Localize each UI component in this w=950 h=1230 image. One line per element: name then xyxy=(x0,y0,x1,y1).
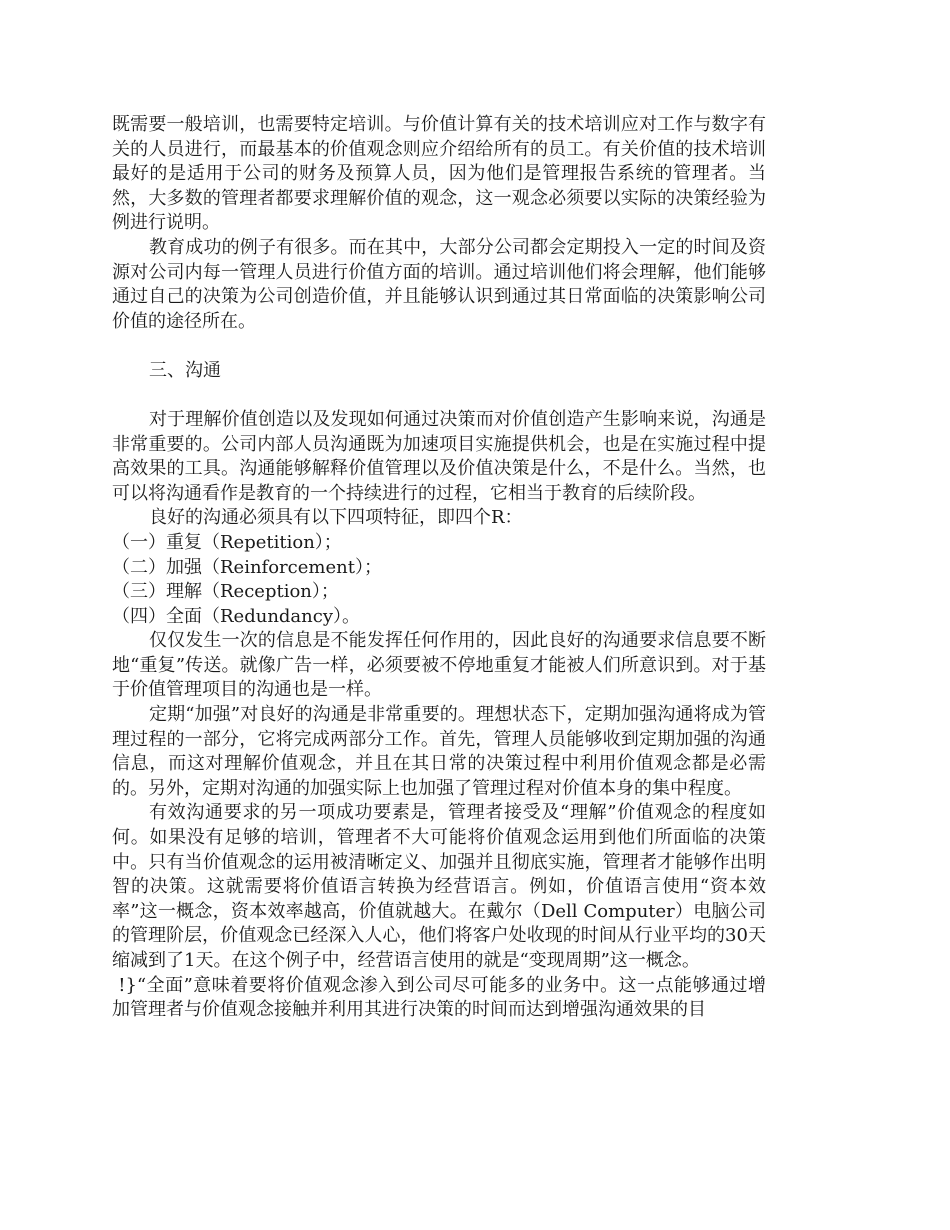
stray-mark: !} xyxy=(118,974,137,996)
paragraph-four-r-intro: 良好的沟通必须具有以下四项特征，即四个R： xyxy=(149,507,523,529)
section-heading-communication: 三、沟通 xyxy=(149,360,221,382)
paragraph-reception: 有效沟通要求的另一项成功要素是，管理者接受及“理解”价值观念的程度如何。如果没有足够的培训，管理者不大可能将价值观念运用到他们所面临的决策中。只有当价值观念的运用被清晰定义、加强并且彻底实施，管理者才能够作出明智的决策。这就需要将价值语言转换为经营语言。例如，价值语言使用“资本效率”这一概念，资本效率越高，价值就越大。在戴尔（Dell Computer）电脑公司的管理阶层，价值观念已经深入人心，他们将客户处收现的时间从行业平均的30天缩减到了1天。在这个例子中，经营语言使用的就是“变现周期”这一概念。 xyxy=(112,802,766,971)
document-page xyxy=(112,113,766,1023)
paragraph-education-examples: 教育成功的例子有很多。而在其中，大部分公司都会定期投入一定的时间及资源对公司内每一管理人员进行价值方面的培训。通过培训他们将会理解，他们能够通过自己的决策为公司创造价值，并且能够认识到通过其日常面临的决策影响公司价值的途径所在。 xyxy=(112,236,766,332)
list-item-reinforcement: （二）加强（Reinforcement）； xyxy=(112,556,382,578)
list-item-repetition: （一）重复（Repetition）； xyxy=(112,531,342,553)
list-item-redundancy: （四）全面（Redundancy）。 xyxy=(112,605,361,627)
paragraph-training-types: 既需要一般培训，也需要特定培训。与价值计算有关的技术培训应对工作与数字有关的人员进行，而最基本的价值观念则应介绍给所有的员工。有关价值的技术培训最好的是适用于公司的财务及预算人员，因为他们是管理报告系统的管理者。当然，大多数的管理者都要求理解价值的观念，这一观念必须要以实际的决策经验为例进行说明。 xyxy=(112,114,766,234)
paragraph-redundancy xyxy=(112,974,766,1023)
paragraph-communication-importance: 对于理解价值创造以及发现如何通过决策而对价值创造产生影响来说，沟通是非常重要的。公司内部人员沟通既为加速项目实施提供机会，也是在实施过程中提高效果的工具。沟通能够解释价值管理以及价值决策是什么，不是什么。当然，也可以将沟通看作是教育的一个持续进行的过程，它相当于教育的后续阶段。 xyxy=(112,408,766,504)
list-item-reception: （三）理解（Reception）； xyxy=(112,581,339,603)
paragraph-repetition: 仅仅发生一次的信息是不能发挥任何作用的，因此良好的沟通要求信息要不断地“重复”传送。就像广告一样，必须要被不停地重复才能被人们所意识到。对于基于价值管理项目的沟通也是一样。 xyxy=(112,630,766,701)
paragraph-redundancy-text: “全面”意味着要将价值观念渗入到公司尽可能多的业务中。这一点能够通过增加管理者与价值观念接触并利用其进行决策的时间而达到增强沟通效果的目 xyxy=(112,974,766,1021)
paragraph-reinforcement: 定期“加强”对良好的沟通是非常重要的。理想状态下，定期加强沟通将成为管理过程的一部分，它将完成两部分工作。首先，管理人员能够收到定期加强的沟通信息，而这对理解价值观念，并且在其日常的决策过程中利用价值观念都是必需的。另外，定期对沟通的加强实际上也加强了管理过程对价值本身的集中程度。 xyxy=(112,704,766,799)
